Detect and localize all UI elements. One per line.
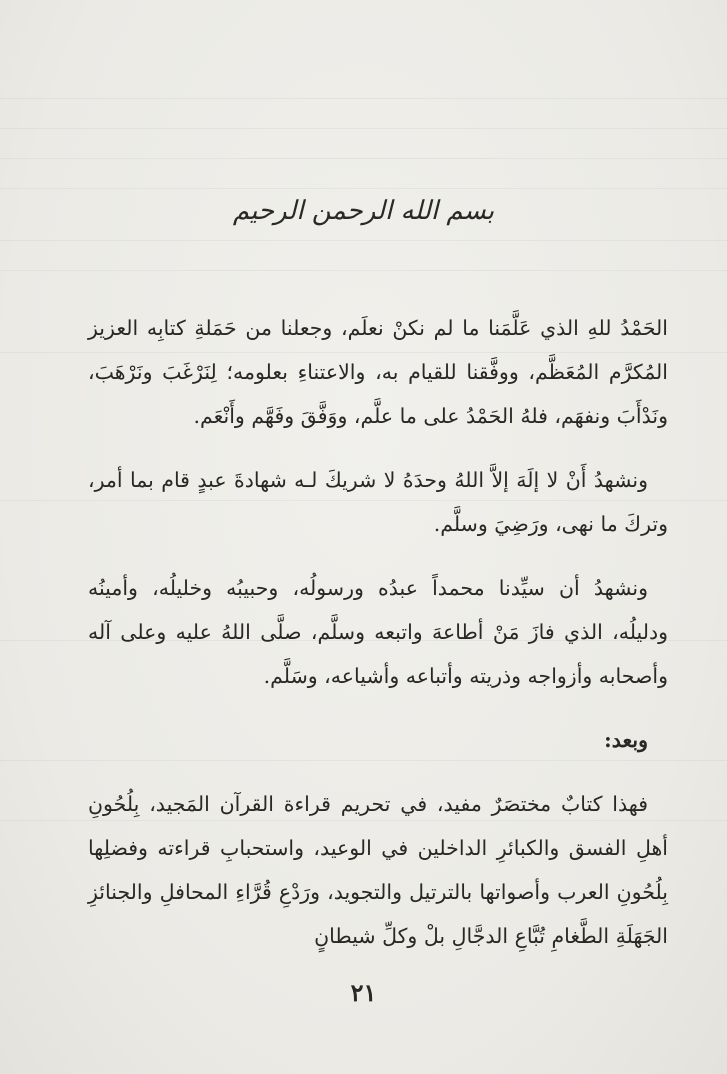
- section-heading: وبعد:: [604, 728, 648, 752]
- paragraph: ونشهدُ أَنْ لا إلَهَ إلاَّ اللهُ وحدَهُ لا شريكَ لـه شهادةَ عبدٍ قام بما أمر، وتركَ ما نهى، ورَضِيَ وسلَّم.: [88, 468, 668, 536]
- main-text: [88, 306, 668, 978]
- paragraph: ونشهدُ أن سيِّدنا محمداً عبدُه ورسولُه، وحبيبُه وخليلُه، وأمينُه ودليلُه، الذي فازَ مَنْ أطاعهَ واتبعه وسلَّم، صلَّى اللهُ عليه وعلى آله وأصحابه وأزواجه وذريته وأتباعه وأشياعه، وسَلَّم.: [88, 576, 668, 688]
- paragraph: الحَمْدُ للهِ الذي عَلَّمَنا ما لم نكنْ نعلَم، وجعلنا من حَمَلةِ كتابِه العزيز المُكرَّم المُعَظَّم، ووفَّقنا للقيام به، والاعتناءِ بعلومه؛ لِنَرْغَبَ ونَرْهَبَ، ونَدْأَبَ ونفهَم، فلهُ الحَمْدُ على ما علَّم، ووَفَّقَ وفَهَّم وأَنْعَم.: [88, 316, 668, 428]
- basmala: بسم الله الرحمن الرحيم: [232, 196, 495, 226]
- bleed-through-line: [0, 270, 727, 271]
- paragraph: فهذا كتابٌ مختصَرٌ مفيد، في تحريم قراءة القرآن المَجيد، بِلُحُونِ أهلِ الفسق والكبائرِ الداخلين في الوعيد، واستحبابِ قراءته وفضلِها بِلُحُونِ العرب وأصواتها بالترتيل والتجويد، ورَدْعِ قُرَّاءِ المحافلِ والجنائزِ الجَهَلَةِ الطَّغامِ تُبَّاعِ الدجَّالِ بلْ وكلِّ شيطانٍ: [88, 792, 668, 948]
- bleed-through-line: [0, 128, 727, 129]
- bleed-through-line: [0, 240, 727, 241]
- bleed-through-line: [0, 158, 727, 159]
- bleed-through-line: [0, 188, 727, 189]
- page-number: ٢١: [350, 978, 377, 1007]
- bleed-through-line: [0, 98, 727, 99]
